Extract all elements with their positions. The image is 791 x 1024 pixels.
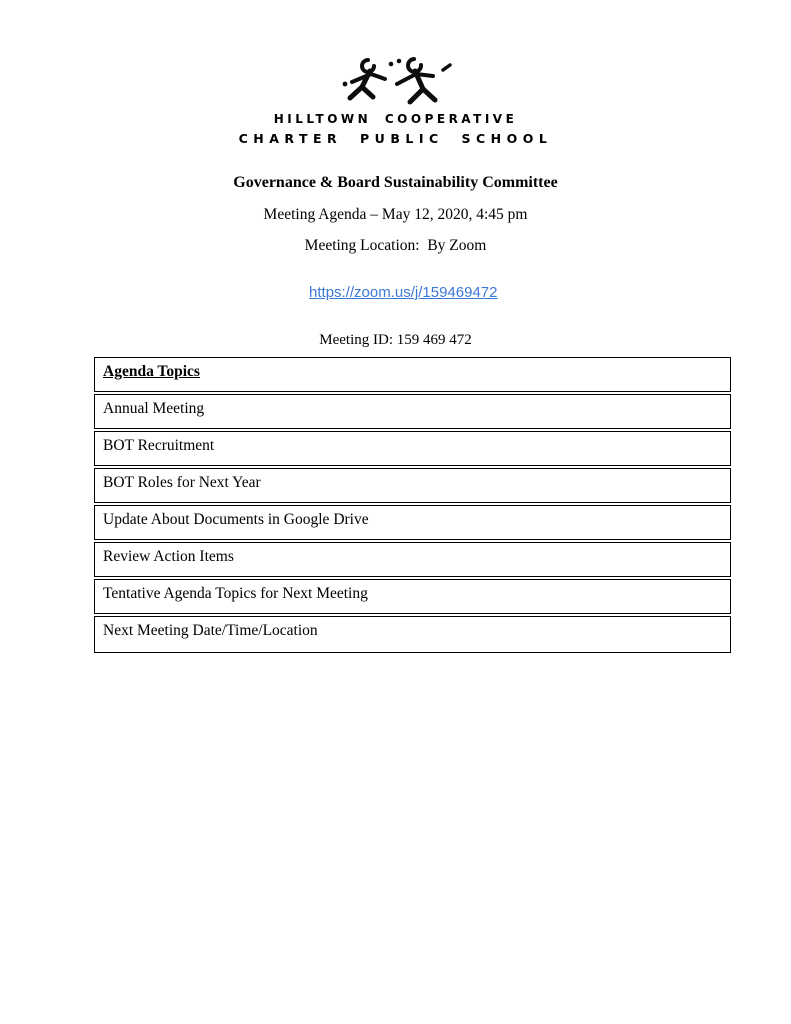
agenda-row-review-action-items: Review Action Items bbox=[94, 542, 731, 577]
agenda-row-google-drive-update: Update About Documents in Google Drive bbox=[94, 505, 731, 540]
agenda-table-header: Agenda Topics bbox=[94, 357, 731, 392]
school-logo bbox=[0, 52, 791, 146]
agenda-row-bot-recruitment: BOT Recruitment bbox=[94, 431, 731, 466]
meeting-agenda-line: Meeting Agenda – May 12, 2020, 4:45 pm bbox=[263, 206, 528, 223]
running-children-icon bbox=[321, 52, 471, 108]
agenda-row-bot-roles: BOT Roles for Next Year bbox=[94, 468, 731, 503]
logo-school-name-line2: CHARTER PUBLIC SCHOOL bbox=[238, 131, 553, 146]
logo-school-name-line1: HILLTOWN COOPERATIVE bbox=[273, 112, 518, 126]
committee-title: Governance & Board Sustainability Committee bbox=[233, 174, 558, 191]
meeting-location-line: Meeting Location: By Zoom bbox=[304, 237, 487, 254]
agenda-row-annual-meeting: Annual Meeting bbox=[94, 394, 731, 429]
agenda-table bbox=[94, 357, 731, 653]
zoom-link-line bbox=[0, 269, 791, 317]
meeting-id-line: Meeting ID: 159 469 472 bbox=[319, 332, 472, 348]
agenda-row-tentative-topics: Tentative Agenda Topics for Next Meeting bbox=[94, 579, 731, 614]
agenda-row-next-meeting: Next Meeting Date/Time/Location bbox=[94, 616, 731, 653]
zoom-meeting-link[interactable]: https://zoom.us/j/159469472 bbox=[309, 284, 498, 301]
